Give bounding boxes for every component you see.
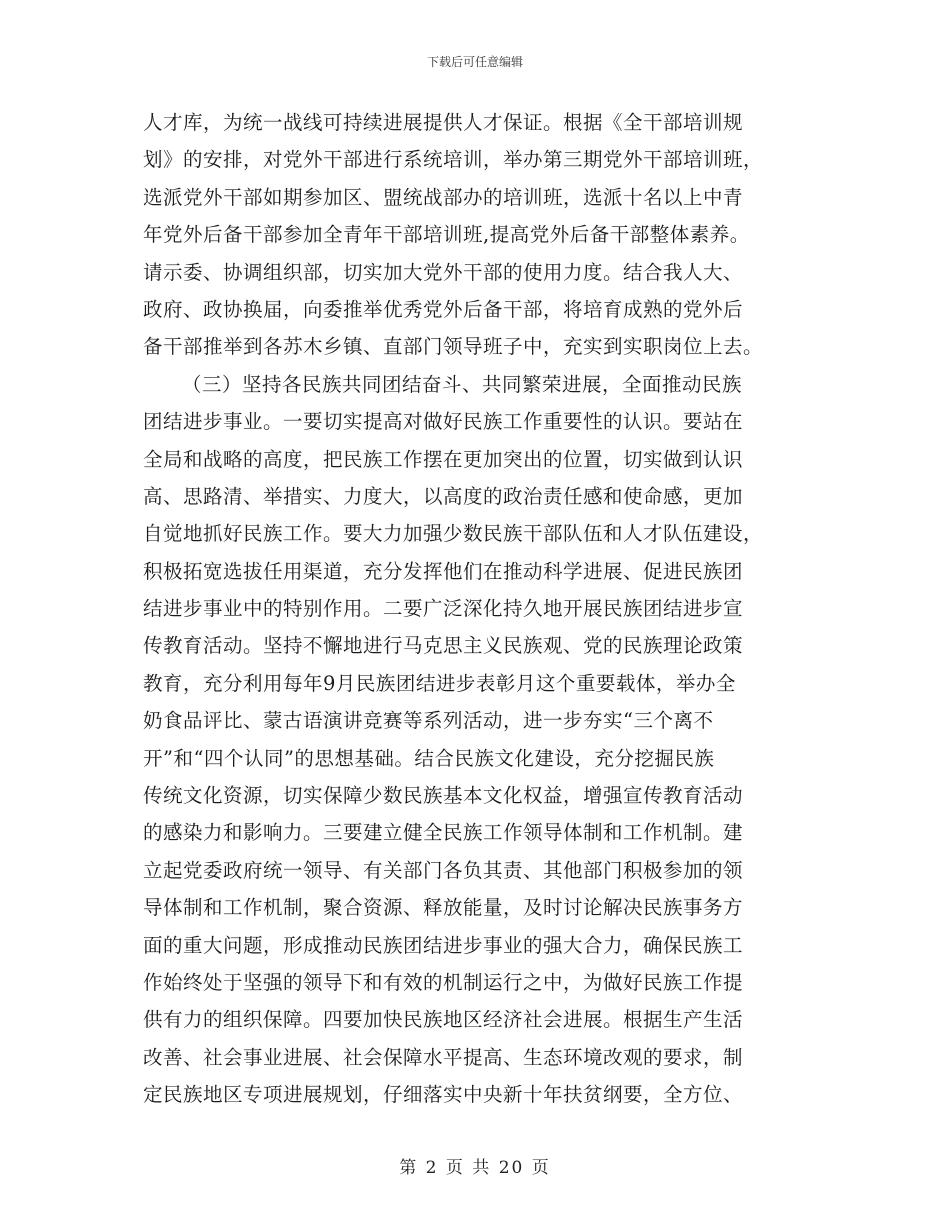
body-line: 导体制和工作机制，聚合资源、释放能量，及时讨论解决民族事务方 [143,896,744,920]
body-line: 教育，充分利用每年9月民族团结进步表彰月这个重要载体，举办全 [143,671,736,695]
body-line: 作始终处于坚强的领导下和有效的机制运行之中，为做好民族工作提 [143,970,744,994]
document-body [143,104,813,1114]
body-line: 团结进步事业。一要切实提高对做好民族工作重要性的认识。要站在 [143,410,744,434]
body-line: 面的重大问题，形成推动民族团结进步事业的强大合力，确保民族工 [143,933,744,957]
body-line: 结进步事业中的特别作用。二要广泛深化持久地开展民族团结进步宣 [143,597,744,621]
body-line: 选派党外干部如期参加区、盟统战部办的培训班，选派十名以上中青 [143,185,744,209]
body-line: 请示委、协调组织部，切实加大党外干部的使用力度。结合我人大、 [143,260,744,284]
page-number-footer: 第 2 页 共 20 页 [399,1158,551,1178]
page-header-note: 下载后可任意编辑 [426,55,523,69]
body-line: 全局和战略的高度，把民族工作摆在更加突出的位置，切实做到认识 [143,447,744,471]
body-line: 自觉地抓好民族工作。要大力加强少数民族干部队伍和人才队伍建设， [143,522,764,546]
body-line: 改善、社会事业进展、社会保障水平提高、生态环境改观的要求，制 [143,1045,744,1069]
body-line: 政府、政协换届，向委推举优秀党外后备干部，将培育成熟的党外后 [143,297,744,321]
body-line: 定民族地区专项进展规划，仔细落实中央新十年扶贫纲要，全方位、 [143,1083,744,1107]
body-line: 供有力的组织保障。四要加快民族地区经济社会进展。根据生产生活 [143,1008,744,1032]
body-line: 的感染力和影响力。三要建立健全民族工作领导体制和工作机制。建 [143,821,744,845]
section-three-heading-line: （三）坚持各民族共同团结奋斗、共同繁荣进展，全面推动民族 [182,372,743,396]
body-line: 备干部推举到各苏木乡镇、直部门领导班子中，充实到实职岗位上去。 [143,335,764,359]
body-line: 立起党委政府统一领导、有关部门各负其责、其他部门积极参加的领 [143,858,744,882]
body-line: 传教育活动。坚持不懈地进行马克思主义民族观、党的民族理论政策 [143,634,744,658]
body-line: 人才库，为统一战线可持续进展提供人才保证。根据《全干部培训规 [143,111,744,134]
body-line: 开”和“四个认同”的思想基础。结合民族文化建设，充分挖掘民族 [143,746,715,770]
body-line: 奶食品评比、蒙古语演讲竞赛等系列活动，进一步夯实“三个离不 [143,709,714,733]
body-line: 年党外后备干部参加全青年干部培训班,提高党外后备干部整体素养。 [143,223,750,247]
body-line: 高、思路清、举措实、力度大，以高度的政治责任感和使命感，更加 [143,484,744,508]
body-line: 传统文化资源，切实保障少数民族基本文化权益，增强宣传教育活动 [143,784,744,808]
body-line: 积极拓宽选拔任用渠道，充分发挥他们在推动科学进展、促进民族团 [143,559,744,583]
body-line: 划》的安排，对党外干部进行系统培训，举办第三期党外干部培训班， [143,148,764,172]
